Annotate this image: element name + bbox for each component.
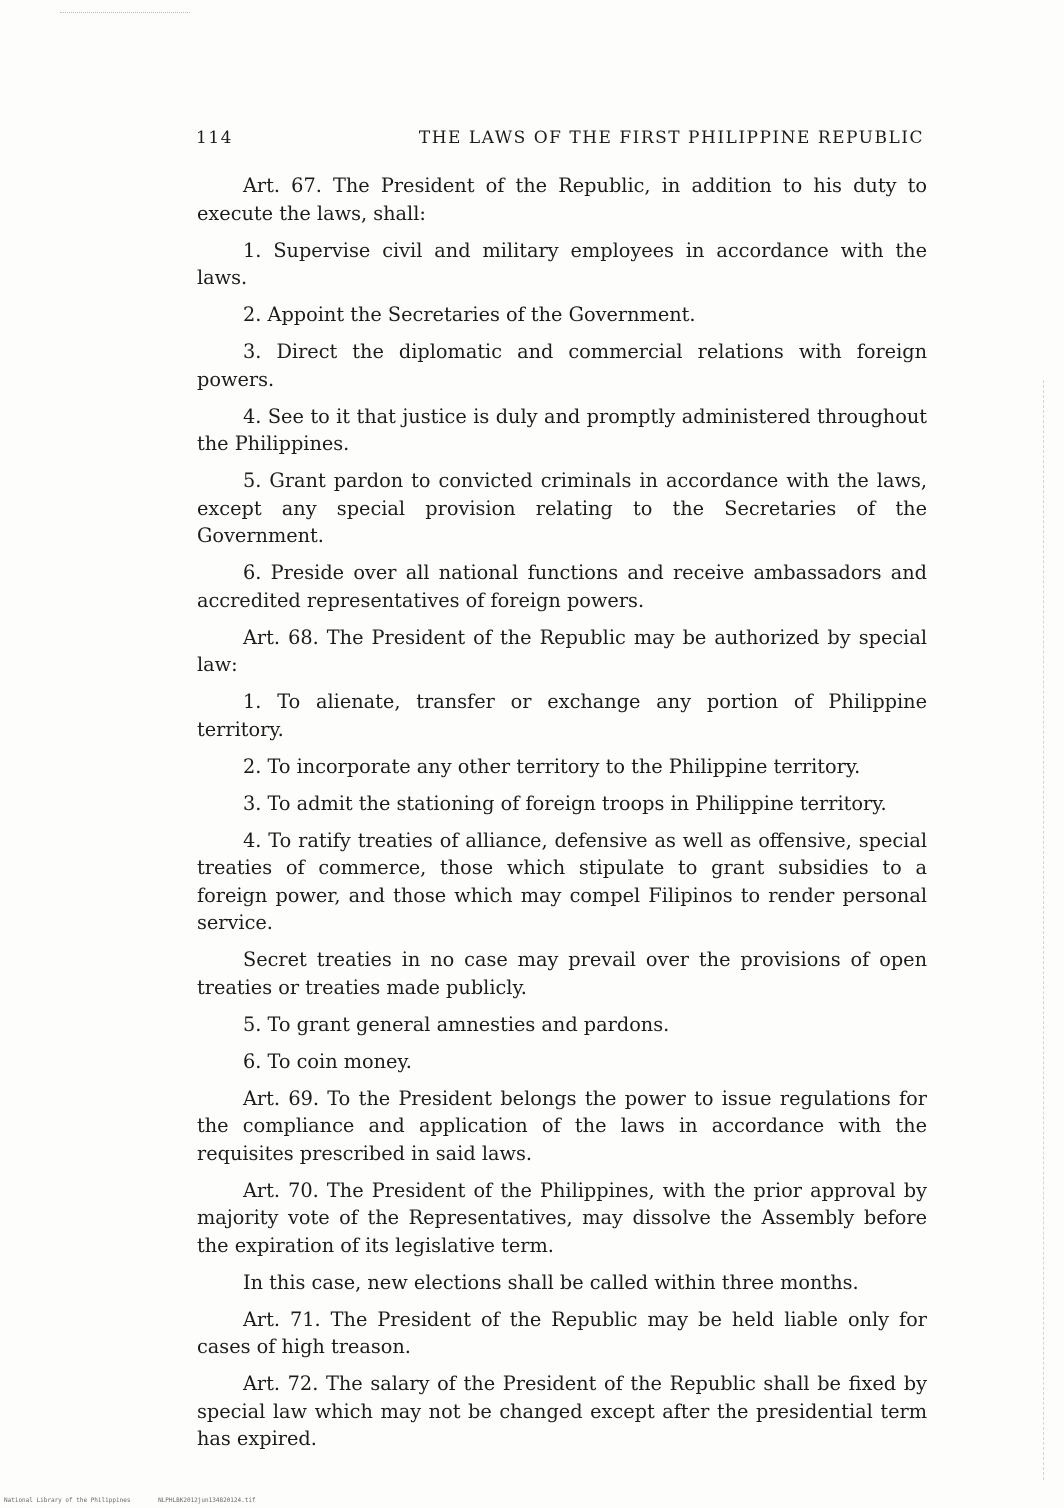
paragraph: Art. 72. The salary of the President of the Republic shall be fixed by special law which may not be changed except after the presidential term has expired. xyxy=(197,1372,927,1450)
paragraph: 6. Preside over all national functions and receive ambassadors and accredited representatives of foreign powers. xyxy=(197,561,927,612)
paragraph: 4. See to it that justice is duly and promptly administered throughout the Philippines. xyxy=(197,404,927,455)
file-id: NLPHLBK2012jun134820124.tif xyxy=(158,1497,256,1504)
paragraph: 6. To coin money. xyxy=(243,1049,412,1073)
paragraph: 5. Grant pardon to convicted criminals in accordance with the laws, except any special provision relating to the Secretaries of the Government. xyxy=(197,469,927,547)
paragraph: 3. Direct the diplomatic and commercial relations with foreign powers. xyxy=(197,340,927,391)
paragraph: Art. 68. The President of the Republic may be authorized by special law: xyxy=(197,625,927,676)
paragraph: Secret treaties in no case may prevail over the provisions of open treaties or treaties made publicly. xyxy=(197,948,927,999)
paragraph: 2. To incorporate any other territory to the Philippine territory. xyxy=(243,754,861,778)
page-number: 114 xyxy=(196,128,233,148)
paragraph: 4. To ratify treaties of alliance, defensive as well as offensive, special treaties of commerce, those which stipulate to grant subsidies to a foreign power, and those which may compel Filipinos to render personal service. xyxy=(197,828,927,934)
scan-edge-artifact xyxy=(1043,380,1044,1480)
scan-artifact xyxy=(60,12,190,15)
paragraph: 2. Appoint the Secretaries of the Government. xyxy=(243,303,696,326)
paragraph: 5. To grant general amnesties and pardons. xyxy=(243,1012,670,1036)
paragraph: Art. 69. To the President belongs the power to issue regulations for the compliance and application of the laws in accordance with the requisites prescribed in said laws. xyxy=(197,1086,927,1165)
scan-footer xyxy=(4,1497,280,1504)
library-credit: National Library of the Philippines xyxy=(4,1497,131,1504)
running-title: THE LAWS OF THE FIRST PHILIPPINE REPUBLIC xyxy=(418,128,924,148)
paragraph: 1. To alienate, transfer or exchange any portion of Philippine territory. xyxy=(197,690,927,741)
paragraph: In this case, new elections shall be called within three months. xyxy=(243,1270,859,1294)
paragraph: 3. To admit the stationing of foreign troops in Philippine territory. xyxy=(243,791,887,815)
page-body xyxy=(197,172,927,1462)
paragraph: Art. 71. The President of the Republic may be held liable only for cases of high treason. xyxy=(197,1307,927,1358)
paragraph: Art. 67. The President of the Republic, in addition to his duty to execute the laws, shall: xyxy=(197,174,927,225)
paragraph: 1. Supervise civil and military employees in accordance with the laws. xyxy=(197,238,927,289)
paragraph: Art. 70. The President of the Philippines, with the prior approval by majority vote of the Representatives, may dissolve the Assembly before the expiration of its legislative term. xyxy=(197,1178,927,1257)
